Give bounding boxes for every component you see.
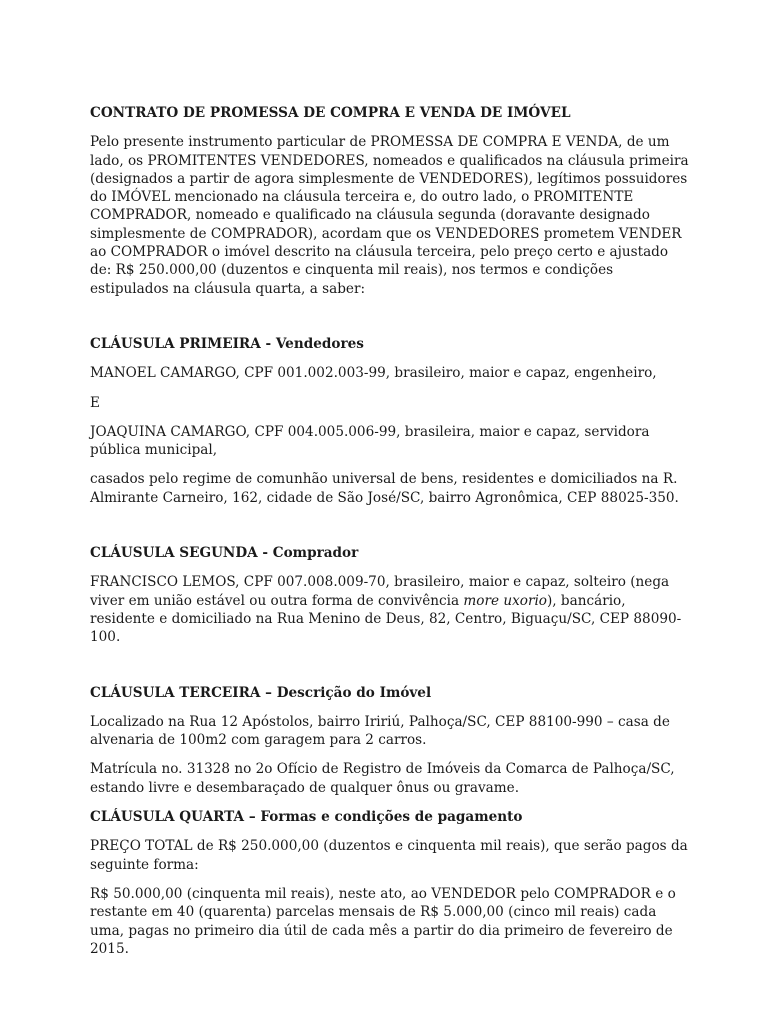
intro-paragraph: Pelo presente instrumento particular de PROMESSA DE COMPRA E VENDA, de um lado, os PROMITENTES VENDEDORES, nomeados e qualificados na cláusula primeira (designados a partir de agora simplesmente de VENDEDORES), legítimos possuidores do IMÓVEL mencionado na cláusula terceira e, do outro lado, o PROMITENTE COMPRADOR, nomeado e qualificado na cláusula segunda (doravante designado simplesmente de COMPRADOR), acordam que os VENDEDORES prometem VENDER ao COMPRADOR o imóvel descrito na cláusula terceira, pelo preço certo e ajustado de: R$ 250.000,00 (duzentos e cinquenta mil reais), nos termos e condições estipulados na cláusula quarta, a saber: — [90, 134, 689, 297]
pagamento-paragraph: R$ 50.000,00 (cinquenta mil reais), neste ato, ao VENDEDOR pelo COMPRADOR e o restante em 40 (quarenta) parcelas mensais de R$ 5.000,00 (cinco mil reais) cada uma, pagas no primeiro dia útil de cada mês a partir do dia primeiro de fevereiro de 2015. — [90, 885, 676, 957]
comprador-text-1: FRANCISCO LEMOS, CPF 007.008.009-70, brasileiro, maior e capaz, solteiro (nega viver em união estável ou outra forma de convivência — [90, 574, 670, 609]
vendedor-2-paragraph: JOAQUINA CAMARGO, CPF 004.005.006-99, brasileira, maior e capaz, servidora pública municipal, — [90, 423, 650, 459]
preco-total-paragraph: PREÇO TOTAL de R$ 250.000,00 (duzentos e cinquenta mil reais), que serão pagos da seguinte forma: — [90, 838, 688, 873]
comprador-text-2: ), bancário, residente e domiciliado na Rua Menino de Deus, 82, Centro, Biguaçu/SC, CEP 88090-100. — [90, 592, 682, 646]
clausula-terceira-heading: CLÁUSULA TERCEIRA – Descrição do Imóvel — [90, 684, 432, 701]
clausula-primeira-heading: CLÁUSULA PRIMEIRA - Vendedores — [90, 335, 364, 352]
document-title: CONTRATO DE PROMESSA DE COMPRA E VENDA DE IMÓVEL — [90, 105, 571, 121]
comprador-paragraph — [90, 573, 690, 646]
vendedor-1-paragraph: MANOEL CAMARGO, CPF 001.002.003-99, brasileiro, maior e capaz, engenheiro, — [90, 365, 657, 382]
imovel-location-paragraph: Localizado na Rua 12 Apóstolos, bairro Iririú, Palhoça/SC, CEP 88100-990 – casa de alvenaria de 100m2 com garagem para 2 carros. — [90, 713, 670, 749]
clausula-quarta-heading: CLÁUSULA QUARTA – Formas e condições de pagamento — [90, 809, 523, 826]
comprador-italic-term: more uxorio — [463, 592, 547, 609]
document-page — [90, 104, 690, 958]
vendedores-address-paragraph: casados pelo regime de comunhão universal de bens, residentes e domiciliados na R. Almirante Carneiro, 162, cidade de São José/SC, bairro Agronômica, CEP 88025-350. — [90, 471, 679, 506]
clausula-segunda-heading: CLÁUSULA SEGUNDA - Comprador — [90, 545, 359, 562]
imovel-registry-paragraph: Matrícula no. 31328 no 2o Ofício de Registro de Imóveis da Comarca de Palhoça/SC, estando livre e desembaraçado de qualquer ônus ou gravame. — [90, 761, 675, 796]
conjunction-e: E — [90, 394, 100, 411]
